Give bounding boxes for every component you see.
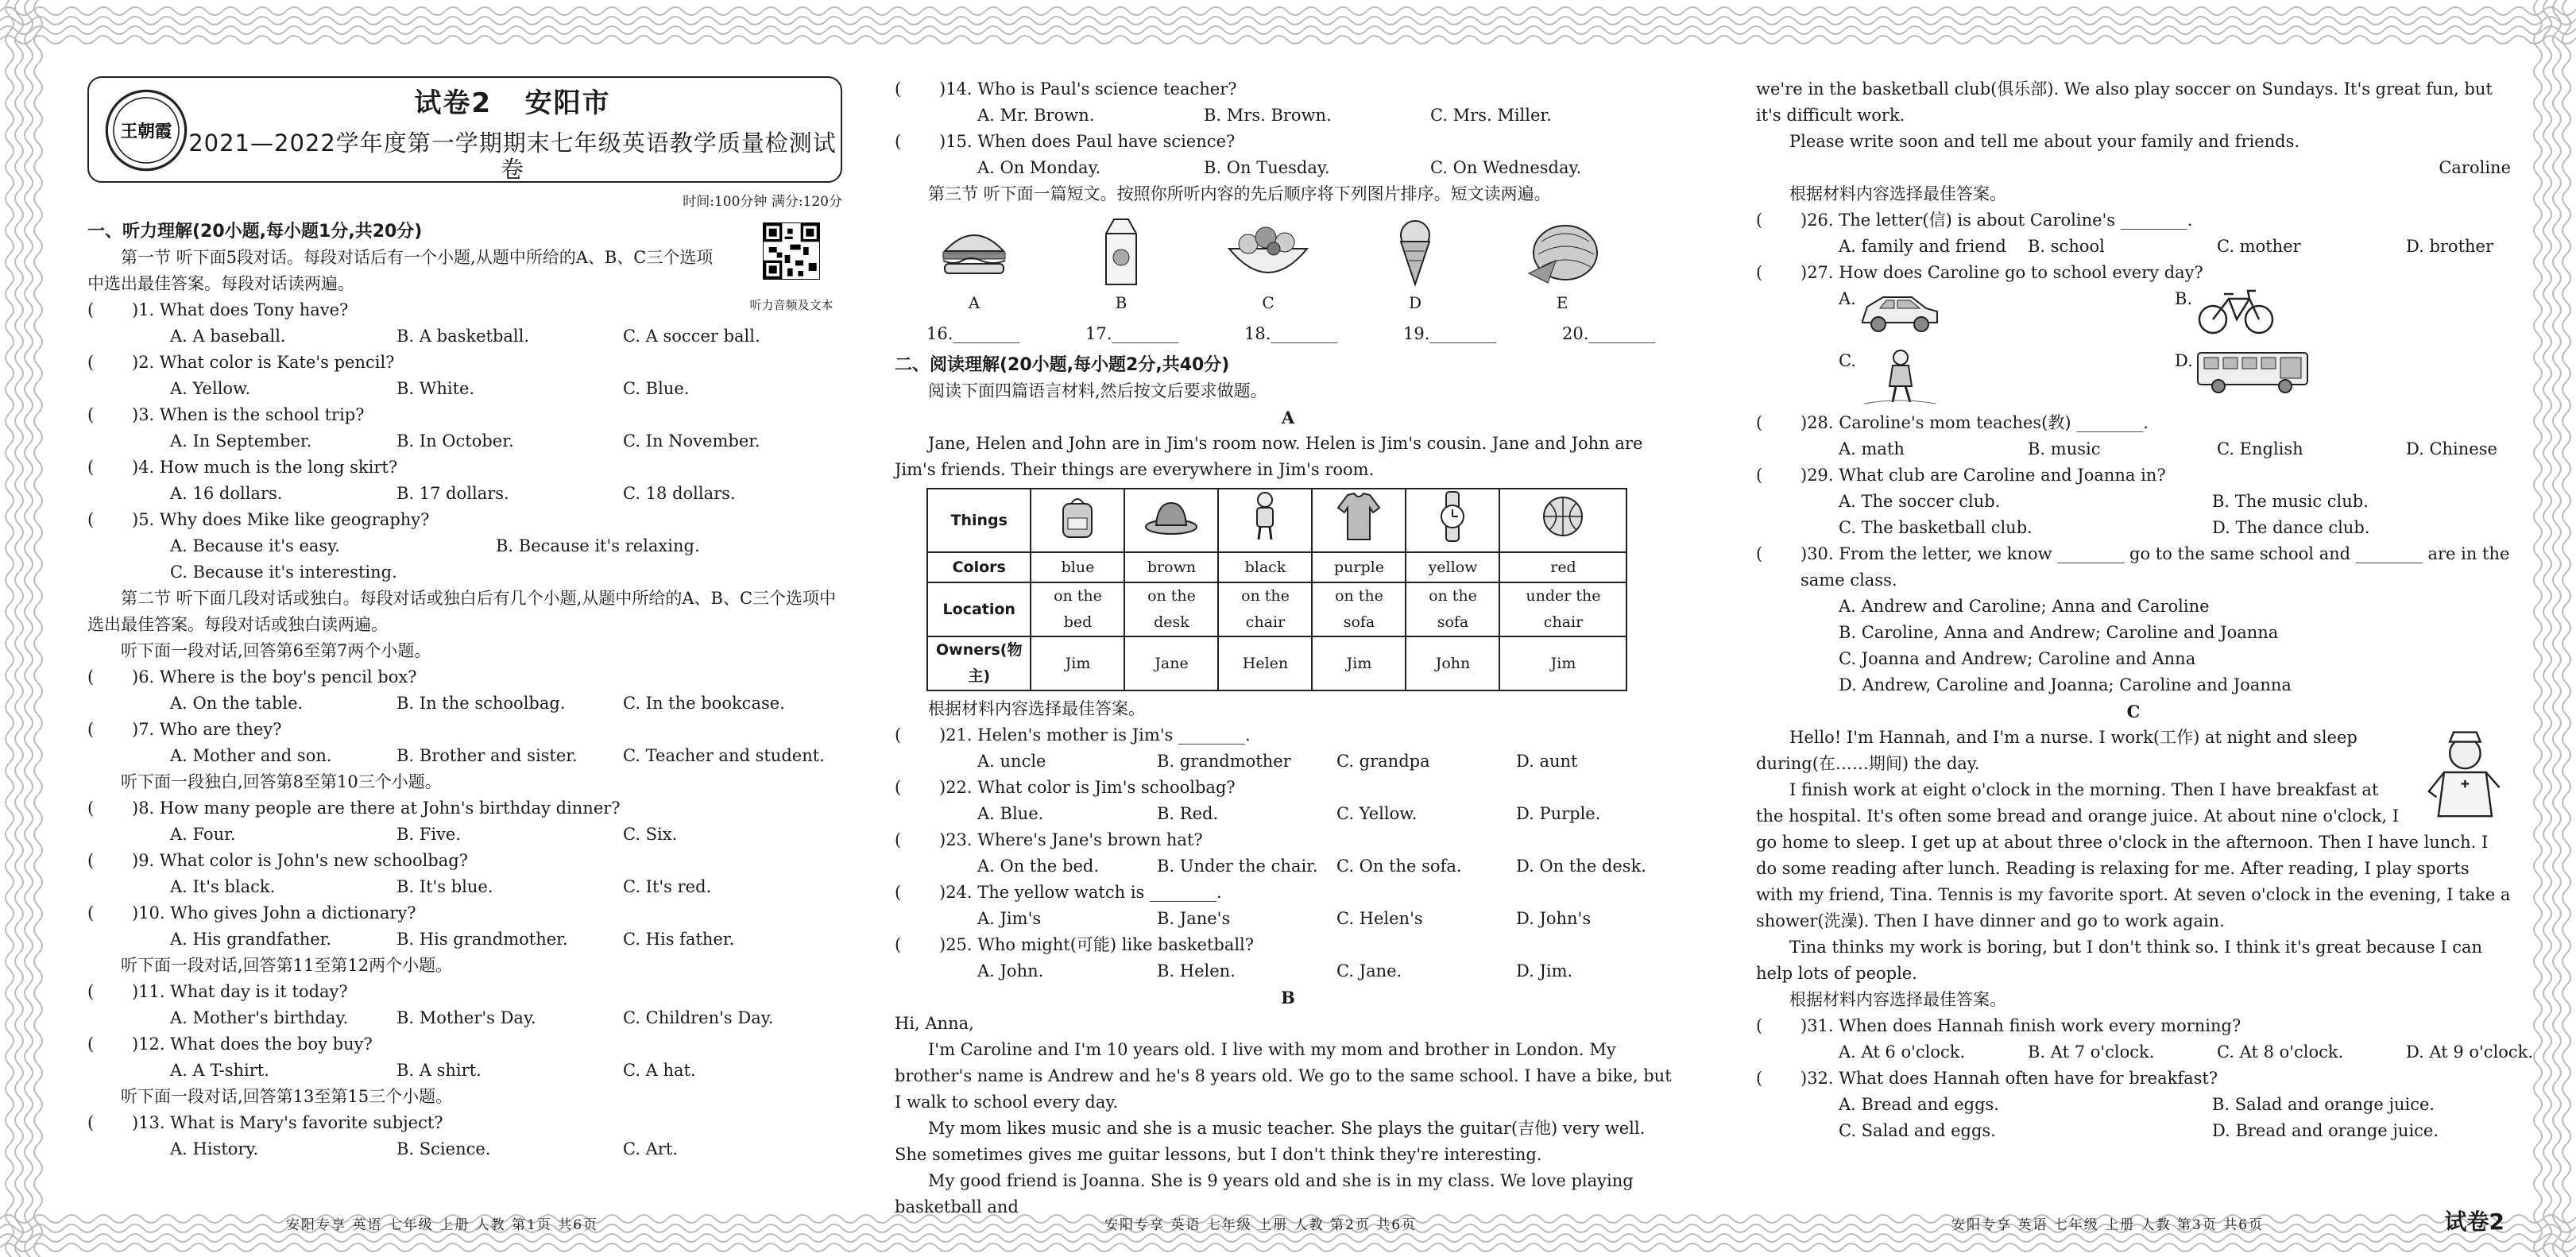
- footer-page-3: 安阳专享 英语 七年级 上册 人教 第3页 共6页: [1951, 1217, 2265, 1233]
- question-12[interactable]: ( )12. What does the boy buy?: [87, 1035, 373, 1054]
- bus-icon: [2193, 348, 2312, 396]
- passage-b-label: B: [1281, 988, 1295, 1008]
- letter-signature: Caroline: [2439, 158, 2511, 177]
- question-31[interactable]: ( )31. When does Hannah finish work every morning?: [1756, 1016, 2241, 1035]
- milk-carton-icon: [1100, 216, 1143, 288]
- question-28[interactable]: ( )28. Caroline's mom teaches(教) ________.: [1756, 413, 2149, 432]
- hamburger-icon: [938, 224, 1010, 280]
- question-3[interactable]: ( )3. When is the school trip?: [87, 405, 365, 424]
- question-23[interactable]: ( )23. Where's Jane's brown hat?: [895, 830, 1203, 849]
- hat-icon: [1143, 497, 1199, 536]
- question-14[interactable]: ( )14. Who is Paul's science teacher?: [895, 79, 1237, 99]
- question-24[interactable]: ( )24. The yellow watch is ________.: [895, 883, 1222, 902]
- question-27-options[interactable]: A. B.: [1756, 286, 2511, 348]
- ice-cream-icon: [1391, 216, 1439, 288]
- question-10[interactable]: ( )10. Who gives John a dictionary?: [87, 903, 416, 922]
- question-15[interactable]: ( )15. When does Paul have science?: [895, 132, 1236, 151]
- passage-c-p2: I finish work at eight o'clock in the morning. Then I have breakfast at the hospital. It's often some bread and orange juice. At about nine o'clock, I go home to sleep. I get up at about three o'clock in the afternoon. Then I have lunch. I do some reading after lunch. Reading is relaxing for me. After reading, I play sports with my friend, Tina. Tennis is my favorite sport. At seven o'clock in the evening, I take a shower(洗澡). Then I have dinner and go to work again.: [1756, 780, 2511, 930]
- left-wave-border: [0, 0, 48, 1257]
- watermelon-icon: [1524, 218, 1600, 286]
- question-27[interactable]: ( )27. How does Caroline go to school every day?: [1756, 263, 2203, 282]
- passage-c-p1: Hello! I'm Hannah, and I'm a nurse. I work(工作) at night and sleep during(在……期间) the day.: [1756, 728, 2357, 773]
- question-2[interactable]: ( )2. What color is Kate's pencil?: [87, 353, 395, 372]
- passage-c-label: C: [2126, 702, 2141, 721]
- page-3-column: we're in the basketball club(俱乐部). We also play soccer on Sundays. It's great fun, but it's difficult work. Please write soon and tell me about your family and friends. Caroline 根据材料内容选择最佳答案。 ( )26. The letter(信) is about Caroline's ________. A. family and friend B. school C. mother D. brother ( )27. How does Caroline go to school every day? A. B. C. D. ( )28. Caroline's mom teaches(教) ________. A. math B. music C. English D. Chinese ( )29. What club are Caroline and Joanna in? A. The soccer club. B. The music club. C. The basketball club. D. The dance club. ( )30. From the letter, we know ________ go to the same school and ________ are in the same class. A. Andrew and Caroline; Anna and Caroline B. Caroline, Anna and Andrew; Caroline and Joanna C. Joanna and Andrew; Caroline and Anna D. Andrew, Caroline and Joanna; Caroline and Joanna C Hello! I'm Hannah, and I'm a nurse. I work(工作) at night and sleep during(在……期间) the day. I finish work at eight o'clock in the morning. Then I have breakfast at the hospital. It's often some bread and orange juice. At about nine o'clock, I go home to sleep. I get up at about three o'clock in the afternoon. Then I have lunch. I do some reading after lunch. Reading is relaxing for me. After reading, I play sports with my friend, Tina. Tennis is my favorite sport. At seven o'clock in the evening, I take a shower(洗澡). Then I have dinner and go to work again. Tina thinks my work is boring, but I don't think so. I think it's great because I can help lots of people. 根据材料内容选择最佳答案。 ( )31. When does Hannah finish work every morning? A. At 6 o'clock. B. At 7 o'clock. C. At 8 o'clock. D. At 9 o'clock. ( )32. What does Hannah often have for breakfast? A. Bread and eggs. B. Salad and orange juice. C. Salad and eggs. D. Bread and orange juice.: [1756, 76, 2511, 1144]
- qr-code[interactable]: [736, 222, 847, 319]
- question-7[interactable]: ( )7. Who are they?: [87, 720, 282, 739]
- section-3-instructions: 第三节 听下面一篇短文。按照你所听内容的先后顺序将下列图片排序。短文读两遍。: [928, 184, 1551, 203]
- sweater-icon: [1336, 490, 1381, 543]
- question-22[interactable]: ( )22. What color is Jim's schoolbag?: [895, 778, 1236, 797]
- qr-caption: 听力音频及文本: [749, 298, 834, 312]
- qr-code-icon: [763, 222, 820, 280]
- question-11[interactable]: ( )11. What day is it today?: [87, 982, 348, 1001]
- question-4[interactable]: ( )4. How much is the long skirt?: [87, 458, 398, 477]
- schoolbag-icon: [1054, 493, 1101, 540]
- question-21[interactable]: ( )21. Helen's mother is Jim's ________.: [895, 725, 1251, 745]
- exam-meta: 时间:100分钟 满分:120分: [683, 194, 842, 210]
- page-1-column: 王朝霞 试卷2 安阳市 2021—2022学年度第一学期期末七年级英语教学质量检测试卷 时间:100分钟 满分:120分 听力音频及文本 一、听力理解(20小题,每小题1分,共20分) 第一节 听下面5段对话。每段对话后有一个小题,从题中所给的A、B、C三个选项中选出最佳答案。每段对话读两遍。 ( )1. What does Tony have? A. A baseball. B. A basketball. C. A soccer ball. ( )2. What color is Kate's pencil? A. Yellow. B. White. C. Blue. ( )3. When is the school trip? A. In September. B. In October. C. In November. ( )4. How much is the long skirt? A. 16 dollars. B. 17 dollars. C. 18 dollars. ( )5. Why does Mike like geography? A. Because it's easy. B. Because it's relaxing. C. Because it's interesting. 第二节 听下面几段对话或独白。每段对话或独白后有几个小题,从题中所给的A、B、C三个选项中选出最佳答案。每段对话或独白读两遍。 听下面一段对话,回答第6至第7两个小题。 ( )6. Where is the boy's pencil box? A. On the table. B. In the schoolbag. C. In the bookcase. ( )7. Who are they? A. Mother and son. B. Brother and sister. C. Teacher and student. 听下面一段独白,回答第8至第10三个小题。 ( )8. How many people are there at John's birthday dinner? A. Four. B. Five. C. Six. ( )9. What color is John's new schoolbag? A. It's black. B. It's blue. C. It's red. ( )10. Who gives John a dictionary? A. His grandfather. B. His grandmother. C. His father. 听下面一段对话,回答第11至第12两个小题。 ( )11. What day is it today? A. Mother's birthday. B. Mother's Day. C. Children's Day. ( )12. What does the boy buy? A. A T-shirt. B. A shirt. C. A hat. 听下面一段对话,回答第13至第15三个小题。 ( )13. What is Mary's favorite subject? A. History. B. Science. C. Art.: [87, 76, 842, 1162]
- right-wave-border: [2528, 0, 2576, 1257]
- question-8[interactable]: ( )8. How many people are there at John's birthday dinner?: [87, 799, 621, 818]
- question-32[interactable]: ( )32. What does Hannah often have for breakfast?: [1756, 1069, 2218, 1088]
- picture-d: D: [1367, 214, 1463, 316]
- picture-a: A: [926, 214, 1022, 316]
- passage-a-text: Jane, Helen and John are in Jim's room now. Helen is Jim's cousin. Jane and John are Jim's friends. Their things are everywhere in Jim's room.: [895, 434, 1643, 479]
- watch-icon: [1437, 490, 1468, 543]
- exam-title-box: [87, 76, 842, 183]
- salad-bowl-icon: [1224, 220, 1312, 284]
- answer-blanks[interactable]: 16.________ 17.________ 18.________ 19.________ 20.________: [926, 324, 1656, 343]
- basketball-icon: [1541, 494, 1585, 539]
- page-2-column: ( )14. Who is Paul's science teacher? A. Mr. Brown. B. Mrs. Brown. C. Mrs. Miller. ( )15. When does Paul have science? A. On Monday. B. On Tuesday. C. On Wednesday. 第三节 听下面一篇短文。按照你所听内容的先后顺序将下列图片排序。短文读两遍。 A B C D E 16.________ 17.________ 18.________ 19.________ 20.________ 二、阅读理解(20小题,每小题2分,共40分) 阅读下面四篇语言材料,然后按文后要求做题。 A Jane, Helen and John are in Jim's room now. Helen is Jim's cousin. Jane and John are Jim's friends. Their things are everywhere in Jim's room. Things Colors blue brown black purple yellow red Location on the bed on the desk on the chair on the sofa on the sofa under the chair Owners(物主) Jim Jane Helen Jim John Jim 根据材料内容选择最佳答案。 ( )21. Helen's mother is Jim's ________. A. uncle B. grandmother C. grandpa D. aunt ( )22. What color is Jim's schoolbag? A. Blue. B. Red. C. Yellow. D. Purple. ( )23. Where's Jane's brown hat? A. On the bed. B. Under the chair. C. On the sofa. D. On the desk. ( )24. The yellow watch is ________. A. Jim's B. Jane's C. Helen's D. John's ( )25. Who might(可能) like basketball? A. John. B. Helen. C. Jane. D. Jim. B Hi, Anna, I'm Caroline and I'm 10 years old. I live with my mom and brother in London. My brother's name is Andrew and he's 8 years old. We go to the same school. I have a bike, but I walk to school every day. My mom likes music and she is a music teacher. She plays the guitar(吉他) very well. She sometimes gives me guitar lessons, but I don't think they're interesting. My good friend is Joanna. She is 9 years old and she is in my class. We love playing basketball and: [895, 76, 1681, 1220]
- question-25[interactable]: ( )25. Who might(可能) like basketball?: [895, 935, 1255, 954]
- section-2-instructions: 第二节 听下面几段对话或独白。每段对话或独白后有几个小题,从题中所给的A、B、C三个选项中选出最佳答案。每段对话或独白读两遍。: [87, 589, 837, 634]
- footer-page-1: 安阳专享 英语 七年级 上册 人教 第1页 共6页: [286, 1217, 599, 1233]
- svg-text:王朝霞: 王朝霞: [120, 122, 172, 142]
- question-1[interactable]: ( )1. What does Tony have?: [87, 300, 349, 319]
- listening-heading: 一、听力理解(20小题,每小题1分,共20分): [87, 222, 423, 242]
- car-icon: [1856, 286, 1944, 337]
- picture-e: E: [1514, 214, 1610, 316]
- walking-girl-icon: [1856, 348, 1944, 407]
- reading-heading: 二、阅读理解(20小题,每小题2分,共40分): [895, 355, 1230, 375]
- question-30[interactable]: ( )30. From the letter, we know ________ go to the same school and ________ are in the same class.: [1756, 544, 2510, 590]
- passage-c-p3: Tina thinks my work is boring, but I don't think so. I think it's great because I can help lots of people.: [1756, 938, 2483, 983]
- question-13[interactable]: ( )13. What is Mary's favorite subject?: [87, 1113, 443, 1132]
- question-9[interactable]: ( )9. What color is John's new schoolbag?: [87, 851, 468, 870]
- exam-label: 试卷2 安阳市: [414, 87, 611, 119]
- exam-brand-label: 试卷2: [2444, 1209, 2504, 1235]
- section-1-instructions: 第一节 听下面5段对话。每段对话后有一个小题,从题中所给的A、B、C三个选项中选出最佳答案。每段对话读两遍。: [87, 248, 714, 293]
- picture-options: [926, 214, 1610, 316]
- bicycle-icon: [2192, 286, 2280, 337]
- question-29[interactable]: ( )29. What club are Caroline and Joanna in?: [1756, 466, 2166, 485]
- exam-title: 2021—2022学年度第一学期期末七年级英语教学质量检测试卷: [188, 130, 837, 183]
- things-table: Things Colors blue brown black purple yellow red Location on the bed on the desk on the chair on the sofa on the sofa under the chair Owners(物主) Jim Jane Helen Jim John Jim: [926, 488, 1627, 691]
- picture-b: B: [1073, 214, 1169, 316]
- picture-c: C: [1220, 214, 1316, 316]
- toy-figure-icon: [1249, 490, 1281, 543]
- passage-b-continued: we're in the basketball club(俱乐部). We also play soccer on Sundays. It's great fun, but it's difficult work.: [1756, 79, 2493, 125]
- top-wave-border: [0, 0, 2576, 49]
- school-seal-icon: [103, 87, 189, 173]
- question-5[interactable]: ( )5. Why does Mike like geography?: [87, 510, 430, 529]
- question-6[interactable]: ( )6. Where is the boy's pencil box?: [87, 667, 417, 687]
- footer-page-2: 安阳专享 英语 七年级 上册 人教 第2页 共6页: [1104, 1217, 1418, 1233]
- nurse-icon: [2415, 725, 2511, 820]
- question-26[interactable]: ( )26. The letter(信) is about Caroline's ________.: [1756, 211, 2193, 230]
- passage-a-label: A: [1281, 408, 1295, 427]
